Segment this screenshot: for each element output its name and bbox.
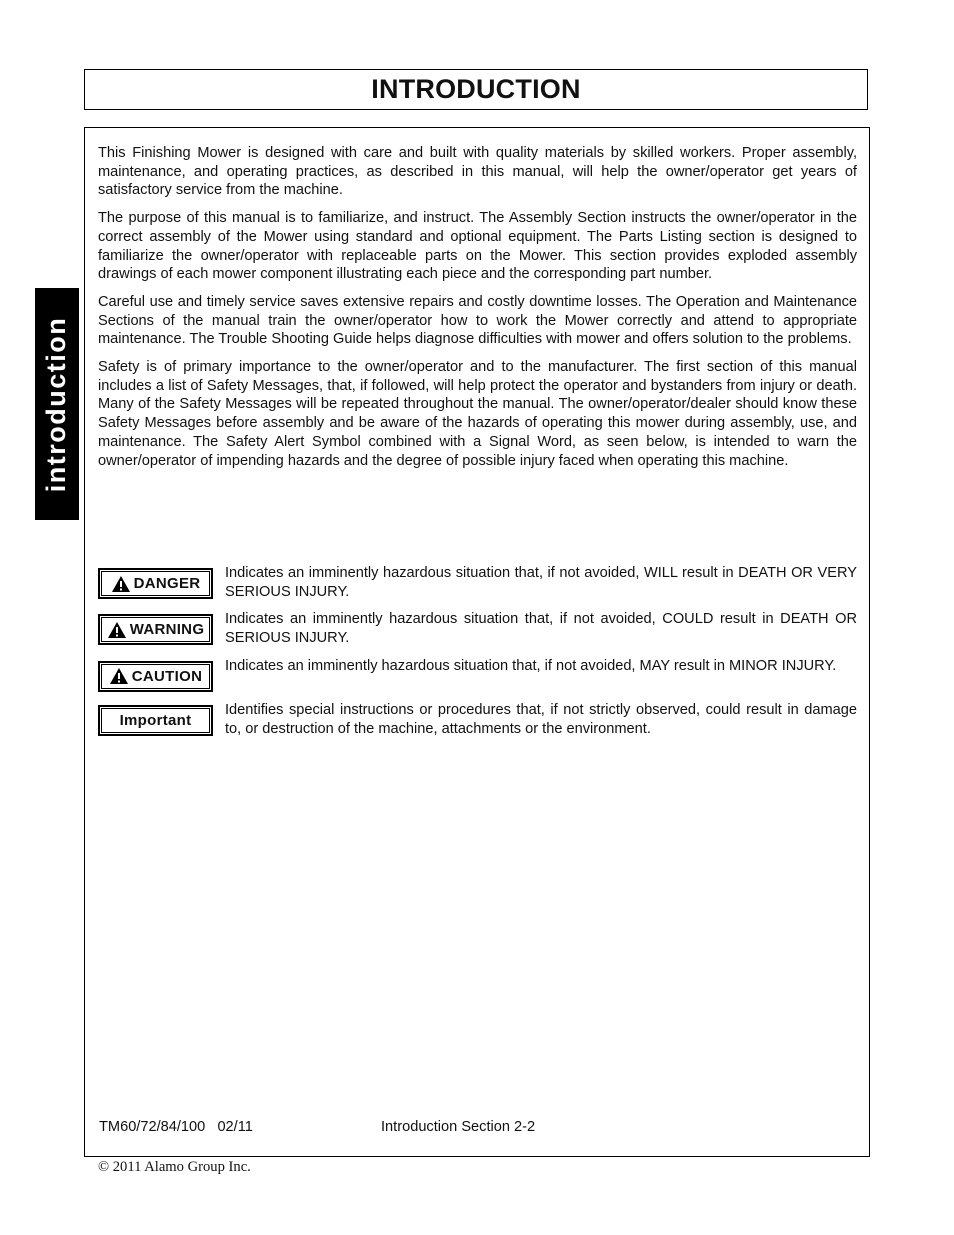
signal-row-warning xyxy=(98,610,857,647)
side-tab-label: introduction xyxy=(41,316,72,492)
intro-text xyxy=(98,144,857,479)
footer-section: Introduction Section 2-2 xyxy=(381,1119,536,1135)
content-frame xyxy=(84,127,870,1157)
footer-model: TM60/72/84/100 02/11 xyxy=(99,1119,253,1135)
signal-row-important xyxy=(98,701,857,738)
caution-label: CAUTION xyxy=(131,667,203,685)
signal-row-danger xyxy=(98,564,857,601)
alert-triangle-icon xyxy=(111,575,131,593)
warning-label: WARNING xyxy=(129,621,205,639)
page-title: INTRODUCTION xyxy=(371,74,581,104)
warning-badge xyxy=(98,614,213,645)
alert-triangle-icon xyxy=(107,621,127,639)
signal-word-list xyxy=(98,564,857,747)
alert-triangle-icon xyxy=(109,667,129,685)
important-label: Important xyxy=(119,711,192,729)
important-description: Identifies special instructions or procedures that, if not strictly observed, could result in damage to, or destruction of the machine, attachments or the environment. xyxy=(225,701,857,737)
important-badge xyxy=(98,705,213,736)
paragraph: The purpose of this manual is to familiarize, and instruct. The Assembly Section instructs the owner/operator in the correct assembly of the Mower using standard and optional equipment. The Parts Listing section is designed to familiarize the owner/operator with replaceable parts on the Mower. This section provides exploded assembly drawings of each mower component illustrating each piece and the corresponding part number. xyxy=(98,210,857,283)
signal-row-caution xyxy=(98,657,857,692)
copyright-notice: © 2011 Alamo Group Inc. xyxy=(98,1159,251,1175)
paragraph: Careful use and timely service saves extensive repairs and costly downtime losses. The Operation and Maintenance Sections of the manual train the owner/operator how to work the Mower correctly and attend to appropriate maintenance. The Trouble Shooting Guide helps diagnose difficulties with mower and offers solution to the problems. xyxy=(98,293,857,348)
danger-description: Indicates an imminently hazardous situation that, if not avoided, WILL result in DEATH OR VERY SERIOUS INJURY. xyxy=(225,565,857,600)
section-side-tab xyxy=(35,288,79,520)
danger-badge xyxy=(98,568,213,599)
page-header xyxy=(84,69,868,110)
caution-badge xyxy=(98,661,213,692)
paragraph: Safety is of primary importance to the owner/operator and to the manufacturer. The first section of this manual includes a list of Safety Messages, that, if followed, will help protect the operator and bystanders from injury or death. Many of the Safety Messages will be repeated throughout the manual. The owner/operator/dealer should know these Safety Messages before assembly and be aware of the hazards of operating this mower during assembly, use, and maintenance. The Safety Alert Symbol combined with a Signal Word, as seen below, is intended to warn the owner/operator of impending hazards and the degree of possible injury faced when operating this machine. xyxy=(98,359,857,469)
warning-description: Indicates an imminently hazardous situation that, if not avoided, COULD result in DEATH OR SERIOUS INJURY. xyxy=(225,611,857,647)
danger-label: DANGER xyxy=(133,575,201,592)
caution-description: Indicates an imminently hazardous situation that, if not avoided, MAY result in MINOR INJURY. xyxy=(225,657,837,674)
paragraph: This Finishing Mower is designed with care and built with quality materials by skilled workers. Proper assembly, maintenance, and operating practices, as described in this manual, will help the owner/operator get years of satisfactory service from the machine. xyxy=(98,145,857,199)
